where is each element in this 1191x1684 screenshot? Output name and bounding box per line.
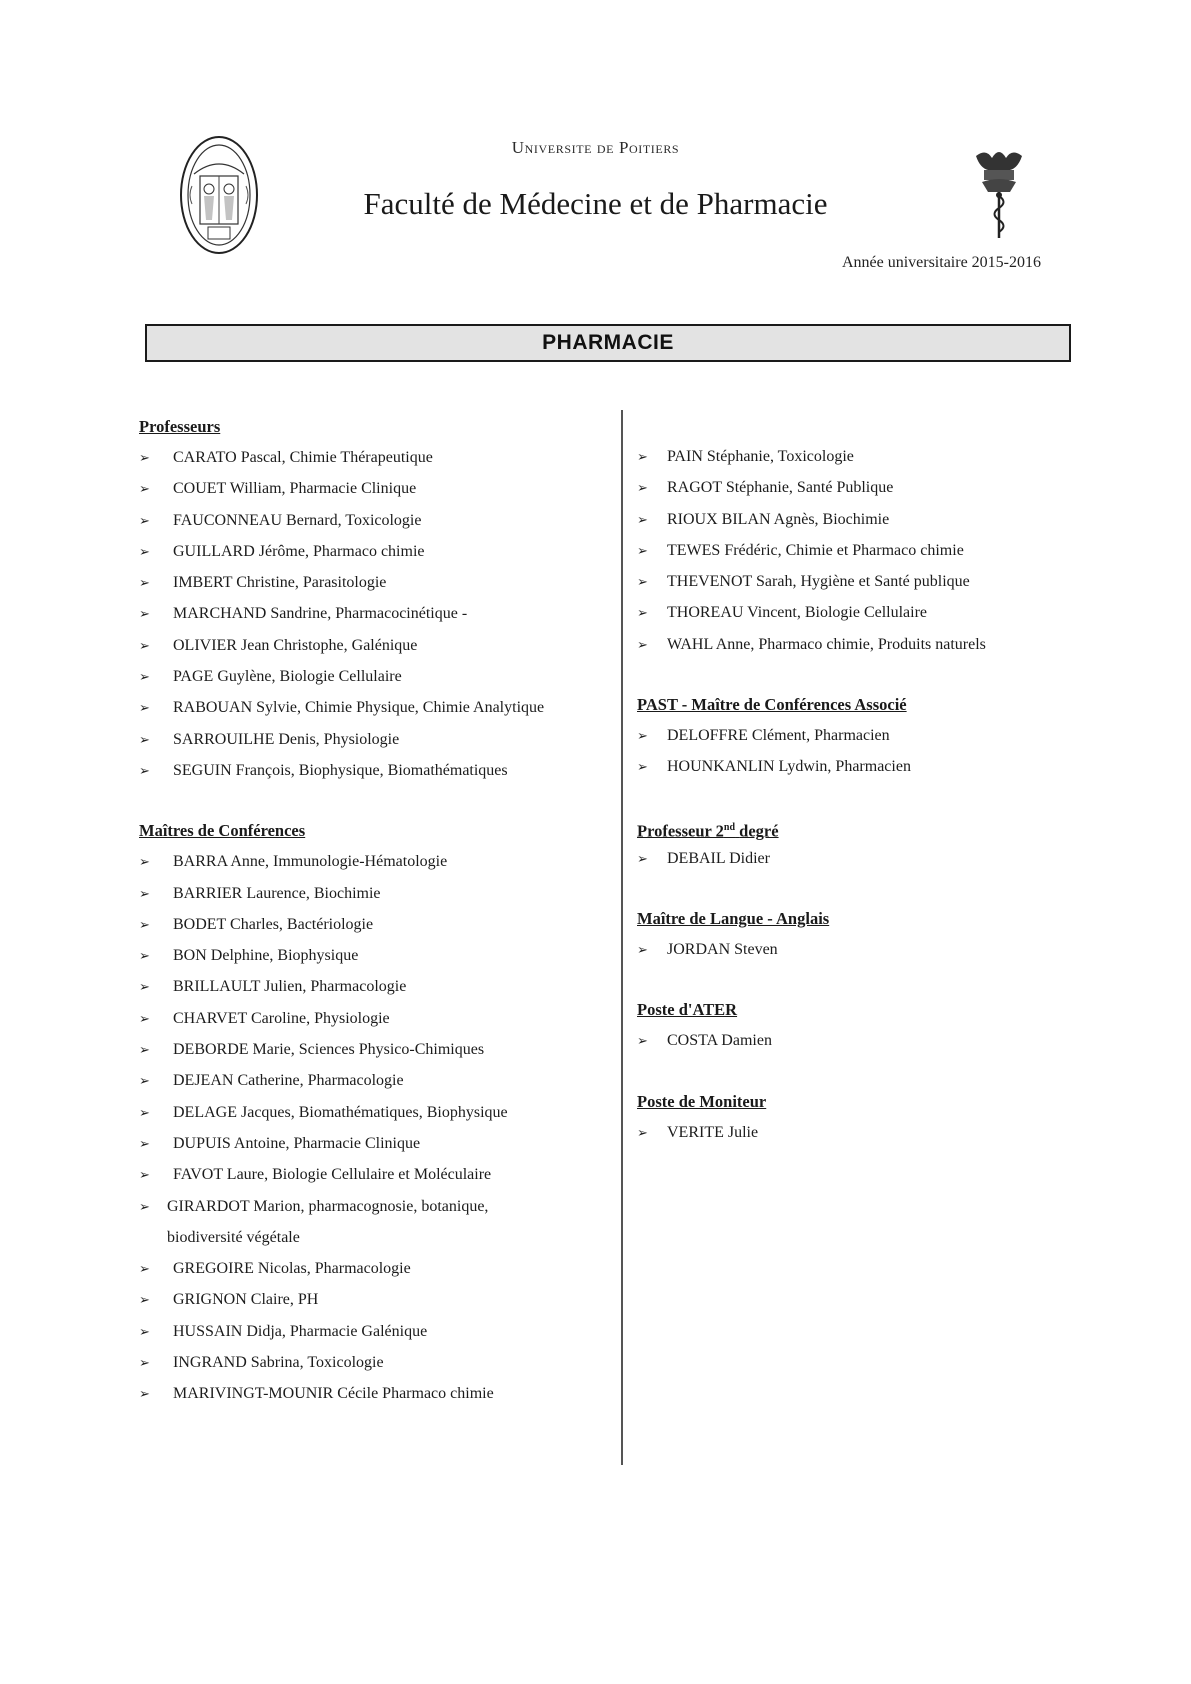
- arrow-bullet-icon: ➢: [637, 1124, 648, 1140]
- list-item: [637, 843, 1067, 874]
- list-item: [139, 755, 609, 786]
- arrow-bullet-icon: ➢: [637, 449, 648, 464]
- list-item-text: RABOUAN Sylvie, Chimie Physique, Chimie Analytique: [173, 699, 545, 717]
- arrow-bullet-icon: ➢: [139, 762, 150, 778]
- arrow-bullet-icon: ➢: [637, 759, 648, 775]
- list-item-text: DEBAIL Didier: [667, 849, 770, 867]
- list-item-text: GUILLARD Jérôme, Pharmaco chimie: [173, 542, 425, 560]
- arrow-bullet-icon: ➢: [139, 669, 150, 685]
- arrow-bullet-icon: ➢: [139, 1323, 150, 1339]
- arrow-bullet-icon: ➢: [139, 1073, 150, 1089]
- list-item-text: CHARVET Caroline, Physiologie: [173, 1009, 390, 1027]
- arrow-bullet-icon: ➢: [637, 728, 648, 744]
- list-item-text: THOREAU Vincent, Biologie Cellulaire: [667, 604, 928, 622]
- list-item-text: MARCHAND Sandrine, Pharmacocinétique -: [173, 605, 468, 623]
- list-item-text: THEVENOT Sarah, Hygiène et Santé publique: [667, 573, 970, 591]
- list-item: [139, 1128, 609, 1159]
- list-item: [139, 692, 609, 723]
- list-item: [637, 535, 1067, 566]
- professeurs-list-continued: [637, 441, 1067, 660]
- list-item-text: FAVOT Laure, Biologie Cellulaire et Moléculaire: [173, 1166, 492, 1184]
- list-item: [139, 442, 609, 473]
- list-item-text: HOUNKANLIN Lydwin, Pharmacien: [667, 758, 911, 776]
- arrow-bullet-icon: ➢: [139, 543, 150, 559]
- list-item-text: SEGUIN François, Biophysique, Biomathématiques: [173, 761, 508, 779]
- section-title-prof-2nd-degre: Professeur 2nd degré: [637, 821, 779, 841]
- list-item: [637, 720, 1067, 751]
- list-item: [139, 846, 609, 877]
- list-item-text: OLIVIER Jean Christophe, Galénique: [173, 636, 418, 654]
- list-item-text: COSTA Damien: [667, 1032, 772, 1050]
- list-item: [139, 1316, 609, 1347]
- list-item: [139, 1378, 609, 1409]
- arrow-bullet-icon: ➢: [139, 731, 150, 747]
- section-title-ater: Poste d'ATER: [637, 1000, 738, 1020]
- list-item: [637, 751, 1067, 782]
- list-item: [139, 1284, 609, 1315]
- list-item: [139, 1347, 609, 1378]
- arrow-bullet-icon: ➢: [139, 1355, 150, 1371]
- arrow-bullet-icon: ➢: [139, 575, 150, 591]
- professeurs-list: [139, 442, 609, 786]
- list-item: [139, 1253, 609, 1284]
- list-item: [139, 536, 609, 567]
- section-title-maitres: Maîtres de Conférences: [139, 821, 306, 841]
- list-item: [637, 934, 1067, 965]
- list-item: [139, 1097, 609, 1128]
- list-item-text: TEWES Frédéric, Chimie et Pharmaco chimie: [667, 541, 964, 559]
- arrow-bullet-icon: ➢: [139, 606, 150, 622]
- arrow-bullet-icon: ➢: [637, 941, 648, 957]
- maitres-list: [139, 846, 609, 1190]
- arrow-bullet-icon: ➢: [637, 636, 648, 652]
- arrow-bullet-icon: ➢: [139, 854, 150, 870]
- column-divider: [621, 410, 623, 1465]
- left-column: [139, 412, 609, 1410]
- list-item: [637, 597, 1067, 628]
- list-item-text: JORDAN Steven: [667, 940, 778, 958]
- arrow-bullet-icon: ➢: [139, 1198, 150, 1214]
- list-item: [637, 1025, 1067, 1056]
- list-item: [637, 472, 1067, 503]
- list-item-text: RAGOT Stéphanie, Santé Publique: [667, 479, 894, 497]
- arrow-bullet-icon: ➢: [637, 574, 648, 590]
- langue-list: [637, 934, 1067, 965]
- arrow-bullet-icon: ➢: [637, 850, 648, 866]
- list-item-text: GREGOIRE Nicolas, Pharmacologie: [173, 1260, 411, 1278]
- pharmacie-banner: PHARMACIE: [145, 324, 1071, 362]
- arrow-bullet-icon: ➢: [637, 480, 648, 496]
- university-name: Universite de Poitiers: [511, 138, 680, 157]
- faculty-name: Faculté de Médecine et de Pharmacie: [363, 186, 828, 221]
- moniteur-list: [637, 1117, 1067, 1148]
- list-item-text: DEBORDE Marie, Sciences Physico-Chimiques: [173, 1041, 485, 1059]
- arrow-bullet-icon: ➢: [139, 1386, 150, 1402]
- list-item-text: BODET Charles, Bactériologie: [173, 915, 374, 933]
- list-item-text: BRILLAULT Julien, Pharmacologie: [173, 978, 407, 996]
- arrow-bullet-icon: ➢: [139, 916, 150, 932]
- list-item: [637, 504, 1067, 535]
- list-item: [139, 473, 609, 504]
- list-item-text: FAUCONNEAU Bernard, Toxicologie: [173, 511, 422, 529]
- prof-2nd-degre-list: [637, 843, 1067, 874]
- list-item: [139, 505, 609, 536]
- arrow-bullet-icon: ➢: [139, 1261, 150, 1277]
- arrow-bullet-icon: ➢: [139, 1104, 150, 1120]
- list-item: [139, 940, 609, 971]
- list-item-text: DELAGE Jacques, Biomathématiques, Biophysique: [173, 1103, 508, 1121]
- list-item: [139, 661, 609, 692]
- arrow-bullet-icon: ➢: [637, 511, 648, 527]
- list-item-text: GRIGNON Claire, PH: [173, 1291, 319, 1309]
- arrow-bullet-icon: ➢: [139, 1042, 150, 1058]
- arrow-bullet-icon: ➢: [637, 605, 648, 621]
- list-item: [139, 724, 609, 755]
- arrow-bullet-icon: ➢: [139, 1292, 150, 1308]
- academic-year: Année universitaire 2015-2016: [841, 254, 1041, 271]
- maitres-list-continued: [139, 1253, 609, 1409]
- arrow-bullet-icon: ➢: [139, 481, 150, 497]
- list-item: [139, 1159, 609, 1190]
- ater-list: [637, 1025, 1067, 1056]
- arrow-bullet-icon: ➢: [139, 700, 150, 716]
- list-item-text: CARATO Pascal, Chimie Thérapeutique: [173, 449, 433, 466]
- list-item-text: DELOFFRE Clément, Pharmacien: [667, 727, 890, 745]
- list-item-text: DUPUIS Antoine, Pharmacie Clinique: [173, 1134, 421, 1152]
- section-title-past: PAST - Maître de Conférences Associé: [637, 695, 907, 715]
- list-item-text: BARRIER Laurence, Biochimie: [173, 884, 381, 902]
- arrow-bullet-icon: ➢: [139, 948, 150, 964]
- list-item-text: COUET William, Pharmacie Clinique: [173, 480, 417, 498]
- list-item-text: SARROUILHE Denis, Physiologie: [173, 730, 400, 748]
- arrow-bullet-icon: ➢: [139, 637, 150, 653]
- list-item: [139, 1034, 609, 1065]
- list-item: ➢ GIRARDOT Marion, pharmacognosie, botanique, biodiversité végétale: [139, 1191, 609, 1254]
- list-item: [139, 1003, 609, 1034]
- list-item: [637, 441, 1067, 472]
- list-item: [637, 1117, 1067, 1148]
- list-item-text: PAIN Stéphanie, Toxicologie: [667, 448, 854, 465]
- list-item: [637, 629, 1067, 660]
- arrow-bullet-icon: ➢: [139, 512, 150, 528]
- section-title-moniteur: Poste de Moniteur: [637, 1091, 767, 1111]
- list-item: [637, 566, 1067, 597]
- list-item: [139, 567, 609, 598]
- arrow-bullet-icon: ➢: [139, 450, 150, 465]
- list-item: [139, 909, 609, 940]
- list-item: [139, 1065, 609, 1096]
- list-item-text: PAGE Guylène, Biologie Cellulaire: [173, 668, 402, 686]
- arrow-bullet-icon: ➢: [139, 1010, 150, 1026]
- list-item-text: DEJEAN Catherine, Pharmacologie: [173, 1072, 404, 1090]
- arrow-bullet-icon: ➢: [637, 1033, 648, 1049]
- arrow-bullet-icon: ➢: [139, 1167, 150, 1183]
- arrow-bullet-icon: ➢: [139, 885, 150, 901]
- list-item-text: WAHL Anne, Pharmaco chimie, Produits naturels: [667, 635, 986, 653]
- list-item: [139, 971, 609, 1002]
- arrow-bullet-icon: ➢: [139, 979, 150, 995]
- list-item: [139, 878, 609, 909]
- list-item-text: HUSSAIN Didja, Pharmacie Galénique: [173, 1322, 428, 1340]
- list-item-text: RIOUX BILAN Agnès, Biochimie: [667, 510, 890, 528]
- list-item-text: BON Delphine, Biophysique: [173, 947, 359, 965]
- list-item-text: IMBERT Christine, Parasitologie: [173, 574, 387, 592]
- list-item: [139, 630, 609, 661]
- list-item-text: BARRA Anne, Immunologie-Hématologie: [173, 853, 448, 871]
- list-item: [139, 598, 609, 629]
- arrow-bullet-icon: ➢: [637, 542, 648, 558]
- past-list: [637, 720, 1067, 783]
- section-title-langue: Maître de Langue - Anglais: [637, 908, 830, 928]
- list-item-text: INGRAND Sabrina, Toxicologie: [173, 1354, 384, 1372]
- list-item-text: MARIVINGT-MOUNIR Cécile Pharmaco chimie: [173, 1385, 494, 1403]
- right-column: [637, 441, 1067, 1148]
- section-title-professeurs: Professeurs: [139, 417, 221, 436]
- arrow-bullet-icon: ➢: [139, 1135, 150, 1151]
- list-item-text: VERITE Julie: [667, 1123, 759, 1141]
